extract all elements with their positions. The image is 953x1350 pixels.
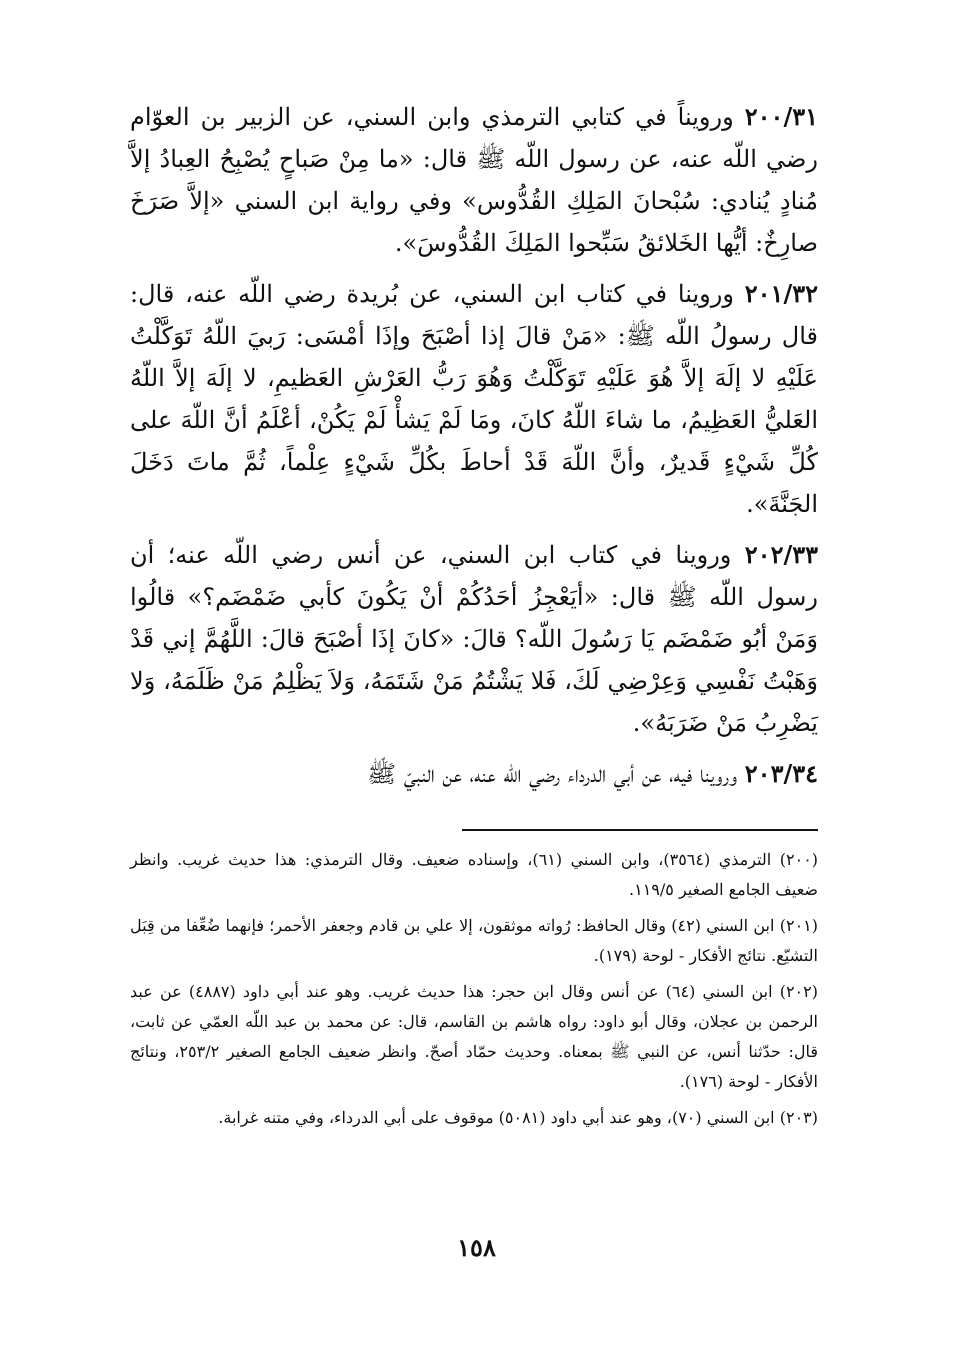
hadith-number: ٢٠٠/٣١ [744,102,818,131]
footnote-200 [130,845,818,905]
footnote-202 [130,977,818,1097]
hadith-text: وروينا فيه، عن أبي الدرداء رضي اللّه عنه، عن النبيّ ﷺ [367,760,738,788]
hadith-number: ٢٠٢/٣٣ [744,540,818,569]
footnote-separator [462,829,818,831]
hadith-paragraph-34 [130,753,818,795]
hadith-number: ٢٠٣/٣٤ [744,759,818,788]
hadith-paragraph-32 [130,273,818,525]
footnotes [130,845,818,1139]
hadith-text: وروينا في كتاب ابن السني، عن أنس رضي اللّه عنه؛ أن رسول اللّه ﷺ قال: «أيَعْجِزُ أحَدُكُمْ أنْ يَكُونَ كأبي ضَمْضَم؟» قالُوا وَمَنْ أبُو ضَمْضَم يَا رَسُولَ اللّه؟ قالَ: «كانَ إذَا أصْبَحَ قالَ: اللَّهُمَّ إني قَدْ وَهَبْتُ نَفْسِي وَعِرْضِي لَكَ، فَلا يَشْتُمُ مَنْ شَتَمَهُ، وَلاَ يَظْلِمُ مَنْ ظَلَمَهُ، وَلا يَضْرِبُ مَنْ ضَرَبَهُ». [130,541,818,737]
footnote-203 [130,1103,818,1133]
footnote-text: ابن السني (٧٠)، وهو عند أبي داود (٥٠٨١) موقوف على أبي الدرداء، وفي متنه غرابة. [218,1108,775,1127]
hadith-paragraph-33 [130,534,818,744]
main-text [130,96,818,795]
footnote-number: (٢٠١) [779,916,818,935]
hadith-text: ورويناً في كتابي الترمذي وابن السني، عن الزبير بن العوّام رضي اللّه عنه، عن رسول اللّه ﷺ قال: «ما مِنْ صَباحٍ يُصْبِحُ العِبادُ إلاَّ مُنادٍ يُنادي: سُبْحانَ المَلِكِ القُدُّوس» وفي رواية ابن السني «إلاَّ صَرَخَ صارِخٌ: أيُّها الخَلائقُ سَبِّحوا المَلِكَ القُدُّوسَ». [130,103,818,257]
hadith-paragraph-31 [130,96,818,264]
footnote-201 [130,911,818,971]
hadith-text: وروينا في كتاب ابن السني، عن بُريدة رضي اللّه عنه، قال: قال رسولُ اللّه ﷺ: «مَنْ قالَ إذا أصْبَحَ وإذَا أمْسَى: رَبيَ اللّهُ تَوَكَّلْتُ عَلَيْهِ لا إلَهَ إلاَّ هُوَ عَلَيْهِ تَوَكَّلْتُ وَهُوَ رَبُّ العَرْشِ العَظيمِ، لا إلَهَ إلاَّ اللّهُ العَليُّ العَظِيمُ، ما شاءَ اللّهُ كانَ، ومَا لَمْ يَشأْ لَمْ يَكُنْ، أعْلَمُ أنَّ اللّهَ على كُلِّ شَيْءٍ قَديرٌ، وأنَّ اللّهَ قَدْ أحاطَ بكُلِّ شَيْءٍ عِلْماً، ثُمَّ ماتَ دَخَلَ الجَنَّةَ». [130,280,818,518]
footnote-text: ابن السني (٦٤) عن أنس وقال ابن حجر: هذا حديث غريب. وهو عند أبي داود (٤٨٨٧) عن عبد الرحمن بن عجلان، وقال أبو داود: رواه هاشم بن القاسم، قال: عن محمد بن عبد اللّه العمّي عن ثابت، قال: حدّثنا أنس، عن النبي ﷺ بمعناه. وحديث حمّاد أصحّ. وانظر ضعيف الجامع الصغير ٢٥٣/٢، ونتائج الأفكار - لوحة (١٧٦). [130,982,819,1091]
page-number: ١٥٨ [457,1233,496,1262]
footnote-number: (٢٠٢) [779,982,818,1001]
footnote-text: ابن السني (٤٢) وقال الحافظ: رُواته موثقون، إلا علي بن قادم وجعفر الأحمر؛ فإنهما ضُعِّفا من قِبَل التشيّع. نتائج الأفكار - لوحة (١٧٩). [130,916,818,965]
footnote-number: (٢٠٣) [779,1108,818,1127]
footnote-number: (٢٠٠) [779,850,819,869]
hadith-number: ٢٠١/٣٢ [744,279,818,308]
footnote-text: الترمذي (٣٥٦٤)، وابن السني (٦١)، وإسناده ضعيف. وقال الترمذي: هذا حديث غريب. وانظر ضعيف الجامع الصغير ١١٩/٥. [130,850,818,899]
